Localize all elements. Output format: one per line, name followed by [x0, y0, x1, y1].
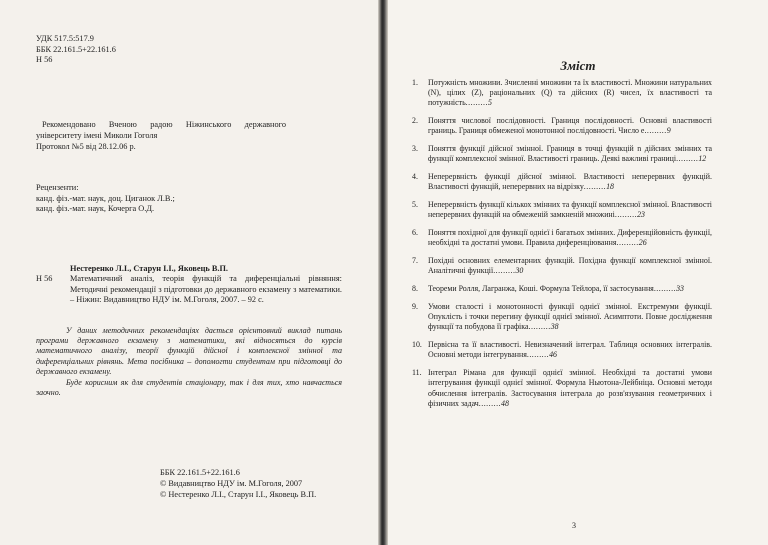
toc-item-number: 10.	[412, 340, 422, 350]
toc-leader-dots: .........	[528, 322, 551, 332]
abstract-paragraph-2: Буде корисним як для студентів стаціонару, так і для тих, хто навчається заочно.	[36, 378, 342, 398]
toc-item	[412, 144, 712, 164]
authors-line: Нестеренко Л.І., Старун І.І., Яковець В.П.	[70, 264, 228, 273]
copyright-publisher: © Видавництво НДУ ім. М.Гоголя, 2007	[160, 479, 303, 488]
toc-leader-dots: .........	[676, 154, 699, 164]
bbk-code: ББК 22.161.5+22.161.6	[36, 44, 116, 54]
table-of-contents	[412, 78, 712, 417]
page-number: 3	[572, 521, 576, 530]
toc-leader-dots: .........	[478, 398, 502, 408]
abstract-paragraph-1: У даних методичних рекомендаціях дається орієнтовний виклад питань програми державного екзамену з математики, які відносяться до курсів математичного аналізу, теорії функцій дійсної і комплексної змінної та диференціальних рівнянь. Мета посібника – допомогти студентам при підготовці до державного екзамену.	[36, 326, 342, 376]
toc-item	[412, 284, 712, 294]
toc-item	[412, 78, 712, 109]
toc-item-number: 9.	[412, 302, 418, 311]
toc-item-text: Первісна та її властивості. Невизначений інтеграл. Таблиця основних інтегралів. Основні методи інтегрування.........46	[428, 340, 712, 360]
bbk-bottom: ББК 22.161.5+22.161.6	[160, 468, 240, 477]
toc-leader-dots: .........	[644, 126, 667, 136]
toc-item-text: Інтеграл Рімана для функції однієї змінної. Необхідні та достатні умови інтегрування функції однієї змінної. Формула Ньютона-Лейбніца. Основні методи обчислення інтегралів. Застосування інтеграла до розв'язування геометричних і фізичних задач.........48	[428, 368, 712, 408]
toc-item	[412, 256, 712, 276]
reviewer-1: канд. фіз.-мат. наук, доц. Циганок Л.В.;	[36, 194, 175, 203]
toc-item	[412, 228, 712, 248]
toc-leader-dots: .........	[526, 350, 550, 360]
toc-item-text: Поняття функції дійсної змінної. Границя в точці функцій n дійсних змінних та функції комплексної змінної. Властивості границь. Деякі важливі границі.........12	[428, 144, 712, 164]
toc-item	[412, 340, 712, 360]
toc-leader-dots: .........	[616, 238, 639, 248]
biblio-description: Математичний аналіз, теорія функцій та диференціальні рівняння: Методичні рекомендації з підготовки до державного екзамену з математики. – Ніжин: Видавництво НДУ ім. М.Гоголя, 2007. – 92 с.	[70, 274, 342, 304]
udc-code: УДК 517.5:517.9	[36, 34, 94, 43]
catalog-codes	[36, 34, 116, 66]
toc-item-text: Неперервність функції кількох змінних та функції комплексної змінної. Властивості неперервних функцій на обмеженій замкненій множині.........23	[428, 200, 712, 220]
toc-item-text: Похідні основних елементарних функцій. Похідна функції комплексної змінної. Аналітичні функції.........30	[428, 256, 712, 276]
right-page	[388, 0, 768, 545]
toc-item-text: Поняття числової послідовності. Границя послідовності. Основні властивості границь. Границя обмеженої монотонної послідовності. Число e.........9	[428, 116, 712, 136]
toc-item-number: 2.	[412, 116, 418, 126]
toc-item-page: 5	[487, 98, 492, 108]
toc-item	[412, 368, 712, 409]
toc-item-text: Потужність множини. Зчисленні множини та їх властивості. Множини натуральних (N), цілих (Z), раціональних (Q) та дійсних (R) чисел, їх властивості та потужність.........5	[428, 78, 712, 108]
toc-item-text: Теореми Ролля, Лагранжа, Коші. Формула Тейлора, її застосування.........33	[428, 284, 684, 294]
toc-title: Зміст	[560, 58, 596, 73]
toc-item-page: 23	[637, 210, 645, 220]
reviewers-title: Рецензенти:	[36, 183, 79, 192]
toc-item-number: 6.	[412, 228, 418, 238]
toc-item-number: 5.	[412, 200, 418, 210]
toc-item-page: 9	[666, 126, 671, 136]
toc-item-page: 46	[549, 350, 557, 360]
toc-item-number: 7.	[412, 256, 418, 266]
toc-item-number: 1.	[412, 78, 418, 87]
toc-leader-dots: .........	[653, 284, 677, 294]
toc-item	[412, 200, 712, 220]
toc-item	[412, 116, 712, 136]
reviewer-2: канд. фіз.-мат. наук, Кочерга О.Д.	[36, 204, 155, 213]
toc-item	[412, 302, 712, 333]
toc-leader-dots: .........	[465, 98, 488, 108]
toc-leader-dots: .........	[614, 210, 638, 220]
toc-item-page: 12	[698, 154, 707, 164]
toc-leader-dots: .........	[493, 266, 516, 276]
toc-item-number: 4.	[412, 172, 418, 182]
copyright-authors: © Нестеренко Л.І., Старун І.І., Яковець В.П.	[160, 490, 317, 499]
toc-item-text: Умови сталості і монотонності функції однієї змінної. Екстремуми функції. Опуклість і точки перегину функції однієї змінної. Асимптоти. Повне дослідження функції та побудова її графіка.........38	[428, 302, 712, 332]
toc-item-number: 3.	[412, 144, 418, 154]
book-spine	[378, 0, 388, 545]
toc-item-text: Неперервність функції дійсної змінної. Властивості неперервних функцій. Властивості функцій, неперервних на відрізку.........18	[428, 172, 712, 192]
toc-leader-dots: .........	[583, 182, 607, 192]
toc-item-number: 11.	[412, 368, 422, 378]
biblio-code: Н 56	[36, 274, 53, 283]
left-page	[0, 0, 378, 545]
toc-item-page: 30	[515, 266, 524, 276]
author-sign: Н 56	[36, 55, 53, 64]
toc-item-page: 26	[638, 238, 647, 248]
toc-item-text: Поняття похідної для функції однієї і багатьох змінних. Диференційовність функції, необхідні та достатні умови. Правила диференціювання.........26	[428, 228, 712, 248]
toc-item-page: 33	[676, 284, 684, 294]
toc-item-page: 38	[550, 322, 559, 332]
toc-item-number: 8.	[412, 284, 418, 294]
toc-item-page: 48	[501, 398, 509, 408]
toc-item-page: 18	[606, 182, 614, 192]
recommendation-text: Рекомендовано Вченою радою Ніжинського державного університету імені Миколи Гоголя	[36, 120, 286, 140]
toc-item	[412, 172, 712, 192]
protocol-text: Протокол №5 від 28.12.06 р.	[36, 142, 136, 151]
